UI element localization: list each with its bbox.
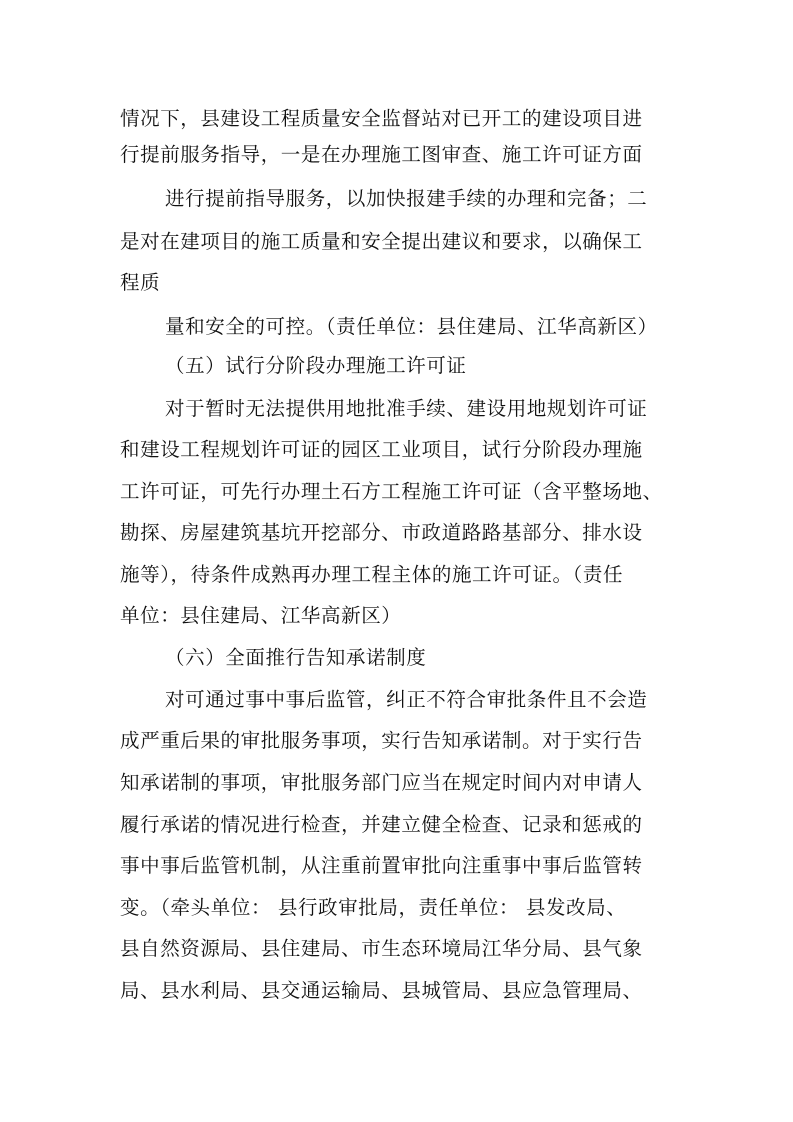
paragraph-line: 县自然资源局、县住建局、市生态环境局江华分局、县气象 — [120, 937, 643, 960]
section-heading: （六）全面推行告知承诺制度 — [165, 646, 427, 669]
paragraph-line: 情况下，县建设工程质量安全监督站对已开工的建设项目进 — [120, 107, 643, 130]
paragraph-line: 事中事后监管机制，从注重前置审批向注重事中事后监管转 — [120, 854, 643, 877]
paragraph-line: 程质 — [120, 271, 161, 294]
paragraph-line: 履行承诺的情况进行检查，并建立健全检查、记录和惩戒的 — [120, 813, 643, 836]
paragraph-line: 工许可证，可先行办理土石方工程施工许可证（含平整场地、 — [120, 480, 663, 503]
paragraph-line: 进行提前指导服务，以加快报建手续的办理和完备；二 — [165, 187, 648, 210]
paragraph-line: 和建设工程规划许可证的园区工业项目，试行分阶段办理施 — [120, 438, 643, 461]
paragraph-line: 对可通过事中事后监管，纠正不符合审批条件且不会造 — [165, 688, 648, 711]
paragraph-line: 量和安全的可控。（责任单位：县住建局、江华高新区） — [165, 315, 658, 338]
paragraph-line: 施等），待条件成熟再办理工程主体的施工许可证。（责任 — [120, 563, 624, 586]
paragraph-line: 变。（牵头单位： 县行政审批局，责任单位： 县发改局、 — [120, 896, 627, 919]
section-heading: （五）试行分阶段办理施工许可证 — [165, 354, 467, 377]
paragraph-line: 行提前服务指导，一是在办理施工图审查、施工许可证方面 — [120, 143, 643, 166]
paragraph-line: 知承诺制的事项，审批服务部门应当在规定时间内对申请人 — [120, 771, 643, 794]
paragraph-line: 对于暂时无法提供用地批准手续、建设用地规划许可证 — [165, 397, 648, 420]
paragraph-line: 勘探、房屋建筑基坑开挖部分、市政道路路基部分、排水设 — [120, 521, 643, 544]
paragraph-line: 成严重后果的审批服务事项，实行告知承诺制。对于实行告 — [120, 729, 643, 752]
paragraph-line: 单位：县住建局、江华高新区） — [120, 604, 402, 627]
paragraph-line: 是对在建项目的施工质量和安全提出建议和要求，以确保工 — [120, 230, 643, 253]
paragraph-line: 局、县水利局、县交通运输局、县城管局、县应急管理局、 — [120, 979, 643, 1002]
